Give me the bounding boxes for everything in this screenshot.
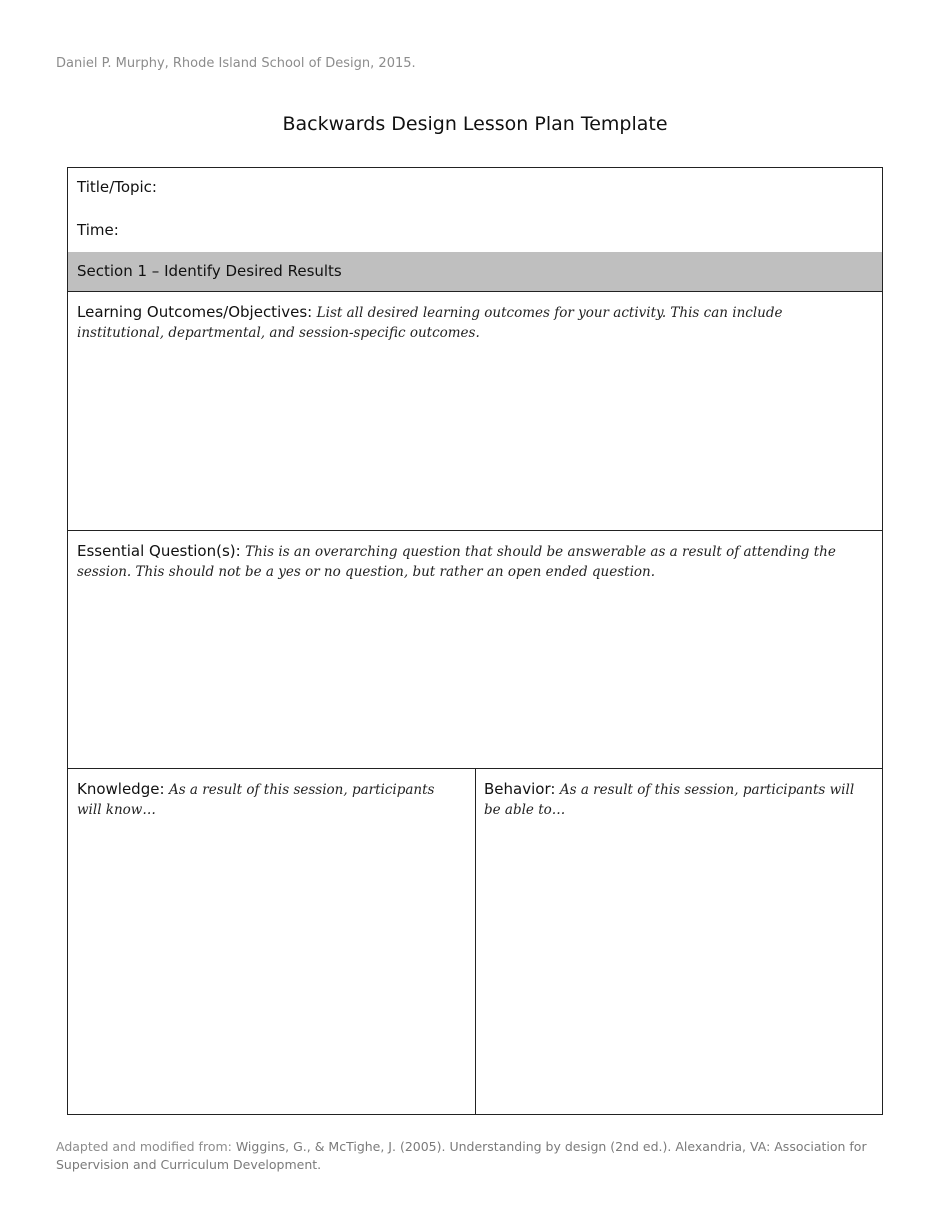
behavior-label: Behavior: (484, 780, 556, 798)
learning-outcomes-text (77, 302, 868, 343)
learning-outcomes-hint: List all desired learning outcomes for your activity. This can include institutional, departmental, and session-specific outcomes. (77, 305, 783, 341)
essential-questions-label: Essential Question(s): (77, 542, 241, 560)
footer-credit (56, 1138, 886, 1174)
learning-outcomes-cell (68, 292, 882, 531)
behavior-cell (476, 769, 882, 1114)
footer-prefix: Adapted and modified from: (56, 1139, 236, 1154)
footer-reference: Wiggins, G., & McTighe, J. (2005). Understanding by design (2nd ed.). Alexandria, VA: Association for Supervision and Curriculum Development. (56, 1139, 867, 1172)
header-credit: Daniel P. Murphy, Rhode Island School of Design, 2015. (56, 56, 416, 71)
learning-outcomes-label: Learning Outcomes/Objectives: (77, 303, 313, 321)
essential-questions-text (77, 541, 868, 582)
knowledge-text (77, 779, 461, 820)
behavior-text (484, 779, 868, 820)
essential-questions-cell (68, 531, 882, 769)
section-1-heading: Section 1 – Identify Desired Results (77, 262, 342, 280)
knowledge-hint: As a result of this session, participants will know… (77, 782, 435, 818)
lesson-plan-table (67, 167, 883, 1115)
essential-questions-hint: This is an overarching question that should be answerable as a result of attending the session. This should not be a yes or no question, but rather an open ended question. (77, 544, 836, 580)
info-row (68, 168, 882, 252)
title-topic-label: Title/Topic: (77, 178, 157, 196)
knowledge-cell (68, 769, 476, 1114)
knowledge-behavior-row (68, 769, 882, 1114)
time-label: Time: (77, 221, 119, 239)
behavior-hint: As a result of this session, participants will be able to… (484, 782, 855, 818)
document-title: Backwards Design Lesson Plan Template (282, 113, 668, 135)
section-1-header (68, 252, 882, 292)
knowledge-label: Knowledge: (77, 780, 165, 798)
